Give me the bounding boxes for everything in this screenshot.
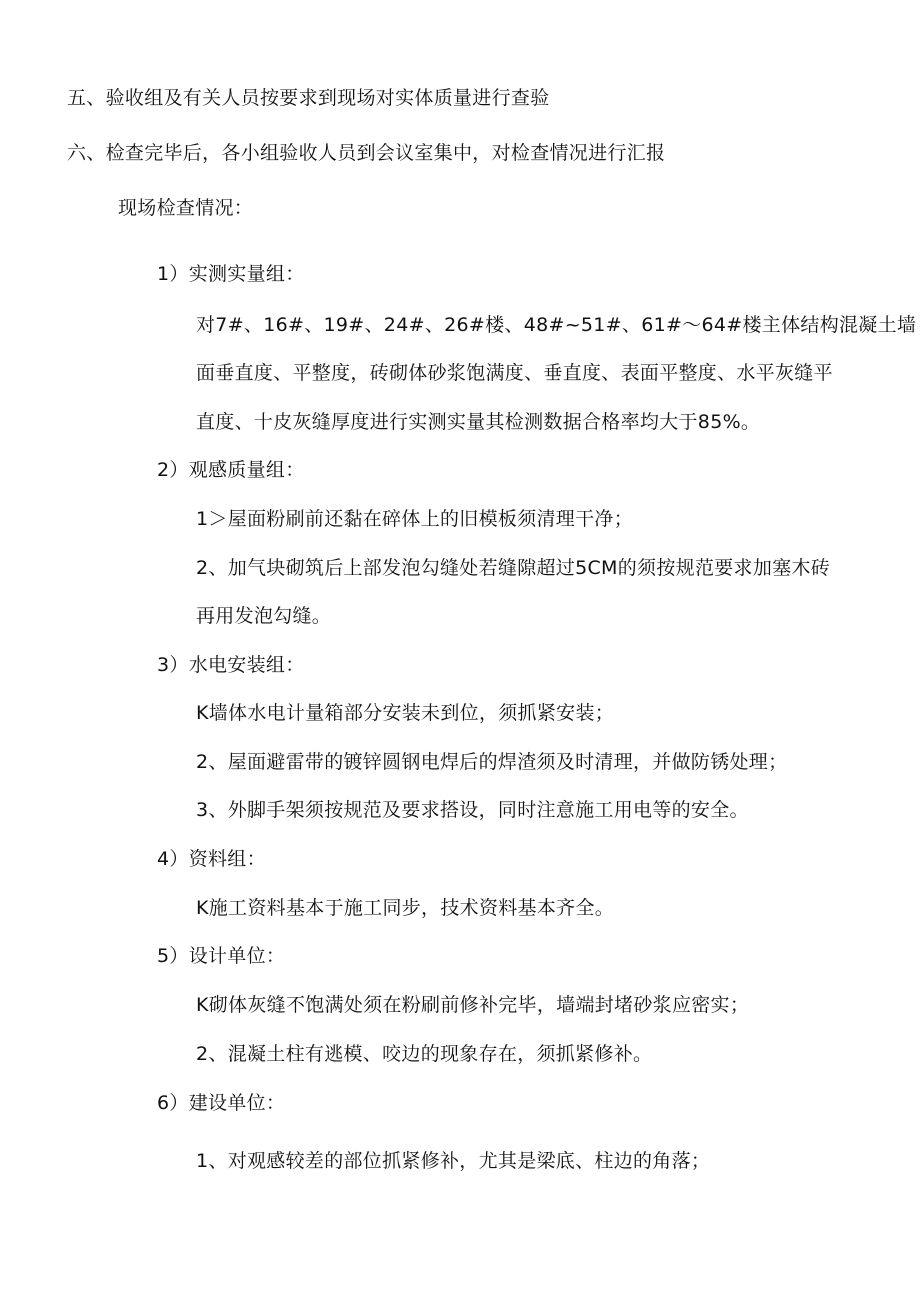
- group-3-line-1: K墙体水电计量箱部分安装未到位，须抓紧安装；: [196, 702, 615, 724]
- group-3-title: 3）水电安装组：: [157, 654, 305, 676]
- group-2-title: 2）观感质量组：: [157, 459, 305, 481]
- group-6-title: 6）建设单位：: [157, 1092, 286, 1114]
- group-1-line-1: 对7#、16#、19#、24#、26#楼、48#~51#、61#～64#楼主体结构混凝土墙: [196, 314, 917, 336]
- group-2-line-2: 2、加气块砌筑后上部发泡勾缝处若缝隙超过5CM的须按规范要求加塞木砖: [196, 557, 831, 579]
- group-5-title: 5）设计单位：: [157, 945, 286, 967]
- group-2-line-1: 1＞屋面粉刷前还黏在碎体上的旧模板须清理干净；: [196, 508, 633, 530]
- group-1-line-3: 直度、十皮灰缝厚度进行实测实量其检测数据合格率均大于85%。: [196, 411, 761, 433]
- group-3-line-2: 2、屋面避雷带的镀锌圆钢电焊后的焊渣须及时清理，并做防锈处理；: [196, 751, 788, 773]
- group-3-line-3: 3、外脚手架须按规范及要求搭设，同时注意施工用电等的安全。: [196, 799, 749, 821]
- section-5-heading: 五、验收组及有关人员按要求到现场对实体质量进行查验: [67, 87, 550, 109]
- group-4-line-1: K施工资料基本于施工同步，技术资料基本齐全。: [196, 897, 615, 919]
- group-6-line-1: 1、对观感较差的部位抓紧修补，尤其是梁底、柱边的角落；: [196, 1150, 711, 1172]
- group-1-line-2: 面垂直度、平整度，砖砌体砂浆饱满度、垂直度、表面平整度、水平灰缝平: [196, 362, 833, 384]
- inspection-heading: 现场检查情况：: [118, 197, 254, 219]
- section-6-heading: 六、检查完毕后，各小组验收人员到会议室集中，对检查情况进行汇报: [67, 142, 666, 164]
- group-5-line-1: K砌体灰缝不饱满处须在粉刷前修补完毕，墙端封堵砂浆应密实；: [196, 994, 750, 1016]
- group-2-line-3: 再用发泡勾缝。: [196, 605, 332, 627]
- group-4-title: 4）资料组：: [157, 848, 266, 870]
- group-5-line-2: 2、混凝土柱有逃模、咬边的现象存在，须抓紧修补。: [196, 1043, 653, 1065]
- group-1-title: 1）实测实量组：: [157, 263, 305, 285]
